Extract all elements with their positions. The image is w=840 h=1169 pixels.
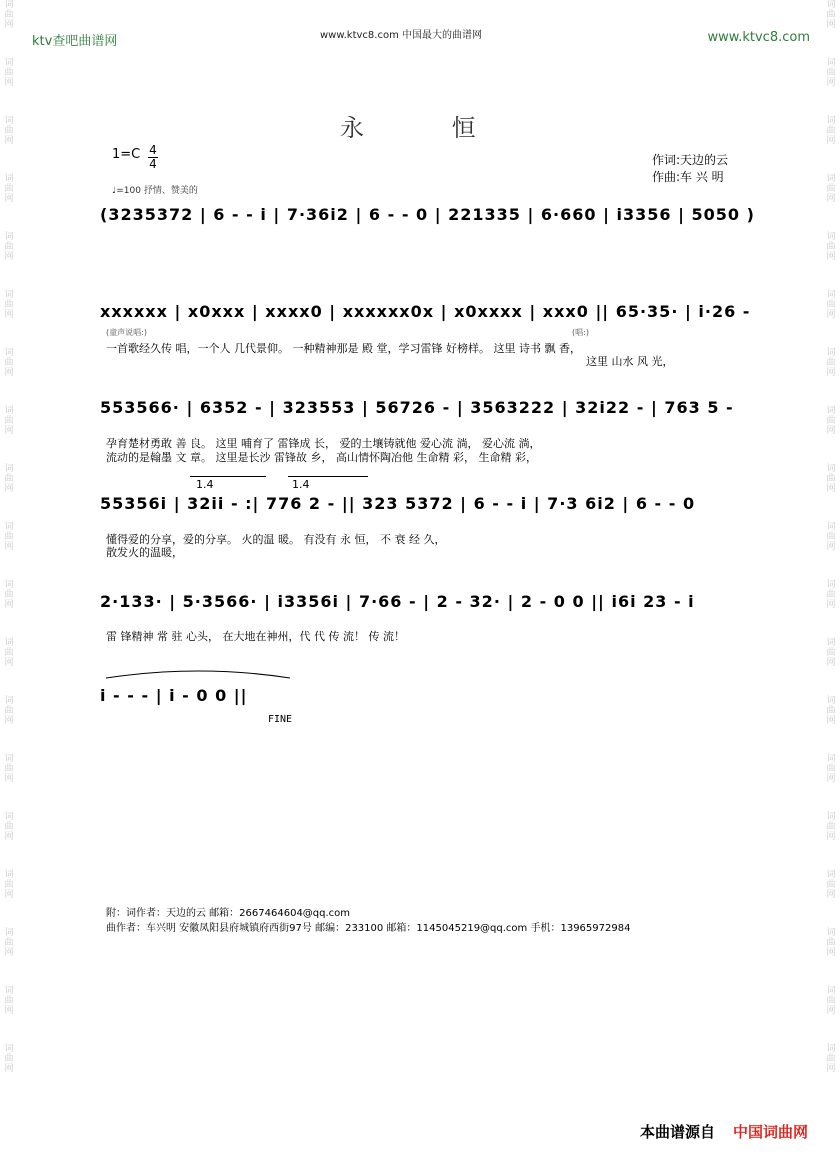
watermark-char: 网 — [4, 948, 14, 958]
watermark-char: 词 — [826, 638, 836, 648]
watermark-char: 词 — [4, 870, 14, 880]
watermark-char: 曲 — [826, 590, 836, 600]
watermark-char: 网 — [4, 890, 14, 900]
watermark-char: 网 — [826, 194, 836, 204]
watermark-char: 曲 — [4, 126, 14, 136]
watermark-gap — [824, 1074, 838, 1102]
watermark-char: 词 — [4, 116, 14, 126]
watermark-char: 网 — [4, 484, 14, 494]
watermark-gap — [2, 668, 16, 696]
watermark-char: 网 — [4, 194, 14, 204]
tempo-marking: ♩=100 抒情、赞美的 — [112, 186, 198, 196]
watermark-char: 曲 — [826, 184, 836, 194]
watermark-char: 网 — [826, 426, 836, 436]
lyricist: 作词:天边的云 — [652, 153, 729, 167]
watermark-char: 曲 — [4, 996, 14, 1006]
watermark-char: 曲 — [826, 126, 836, 136]
watermark-gap — [2, 262, 16, 290]
watermark-char: 词 — [826, 696, 836, 706]
watermark-char: 曲 — [826, 68, 836, 78]
watermark-char: 词 — [4, 174, 14, 184]
watermark-char: 曲 — [4, 416, 14, 426]
watermark-char: 词 — [826, 928, 836, 938]
watermark-gap — [2, 610, 16, 638]
watermark-char: 词 — [4, 638, 14, 648]
watermark-char: 词 — [4, 928, 14, 938]
score-line-3: 553566· | 6352 - | 323553 | 56726 - | 3563222 | 32i22 - | 763 5 - — [100, 398, 734, 417]
watermark-char: 网 — [826, 310, 836, 320]
volta-bracket-2 — [288, 476, 368, 477]
watermark-char: 词 — [4, 1044, 14, 1054]
watermark-char: 词 — [4, 696, 14, 706]
watermark-gap — [2, 900, 16, 928]
watermark-char: 曲 — [4, 300, 14, 310]
watermark-char: 曲 — [4, 822, 14, 832]
watermark-char: 词 — [826, 0, 836, 10]
watermark-char: 网 — [4, 78, 14, 88]
song-title: 永 恒 — [340, 114, 516, 142]
watermark-char: 网 — [4, 658, 14, 668]
watermark-char: 网 — [826, 600, 836, 610]
rap-note: (童声说唱:) — [106, 328, 147, 337]
key-signature — [112, 143, 157, 171]
watermark-char: 曲 — [4, 358, 14, 368]
watermark-char: 词 — [826, 754, 836, 764]
watermark-gap — [2, 436, 16, 464]
watermark-gap — [824, 668, 838, 696]
watermark-gap — [2, 1016, 16, 1044]
watermark-char: 词 — [4, 0, 14, 10]
left-watermark — [2, 0, 16, 1169]
watermark-char: 网 — [4, 368, 14, 378]
watermark-char: 曲 — [826, 1054, 836, 1064]
watermark-char: 网 — [826, 716, 836, 726]
header-center-text: www.ktvc8.com 中国最大的曲谱网 — [320, 30, 483, 41]
watermark-char: 网 — [4, 252, 14, 262]
lyric-line-4a: 懂得爱的分享，爱的分享。 火的温 暖。 有没有 永 恒， 不 衰 经 久， — [106, 533, 446, 546]
sing-note: (唱:) — [572, 328, 589, 337]
watermark-gap — [2, 726, 16, 754]
watermark-gap — [2, 204, 16, 232]
watermark-char: 网 — [4, 542, 14, 552]
source-site-link[interactable]: 中国词曲网 — [732, 1123, 808, 1141]
watermark-char: 曲 — [826, 764, 836, 774]
watermark-gap — [824, 1016, 838, 1044]
score-line-5: 2·133· | 5·3566· | i3356i | 7·66 - | 2 - 32· | 2 - 0 0 || i6i 23 - i — [100, 592, 695, 611]
watermark-char: 曲 — [826, 242, 836, 252]
source-credit — [640, 1121, 808, 1142]
score-line-4: 55356i | 32ii - :| 776 2 - || 323 5372 | 6 - - i | 7·3 6i2 | 6 - - 0 — [100, 494, 696, 513]
watermark-char: 词 — [826, 812, 836, 822]
watermark-gap — [824, 320, 838, 348]
watermark-char: 词 — [4, 812, 14, 822]
watermark-gap — [824, 30, 838, 58]
watermark-char: 曲 — [826, 358, 836, 368]
watermark-char: 网 — [4, 426, 14, 436]
watermark-gap — [824, 88, 838, 116]
watermark-gap — [2, 88, 16, 116]
watermark-char: 曲 — [4, 590, 14, 600]
lyric-line-2a: 一首歌经久传 唱，一个人 几代景仰。 一种精神那是 殿 堂，学习雷锋 好榜样。 这里 诗书 飘 香， — [106, 342, 581, 355]
watermark-char: 网 — [826, 136, 836, 146]
watermark-gap — [824, 262, 838, 290]
watermark-char: 网 — [826, 948, 836, 958]
watermark-char: 词 — [4, 464, 14, 474]
watermark-gap — [824, 610, 838, 638]
watermark-char: 词 — [4, 348, 14, 358]
watermark-char: 曲 — [826, 880, 836, 890]
watermark-char: 词 — [826, 464, 836, 474]
watermark-char: 词 — [826, 290, 836, 300]
watermark-char: 网 — [826, 252, 836, 262]
watermark-gap — [824, 436, 838, 464]
watermark-gap — [824, 726, 838, 754]
watermark-char: 词 — [826, 522, 836, 532]
lyric-line-2b: 这里 山水 风 光， — [586, 355, 674, 368]
watermark-char: 词 — [826, 986, 836, 996]
watermark-char: 词 — [826, 58, 836, 68]
watermark-gap — [824, 552, 838, 580]
credits — [652, 152, 728, 186]
watermark-char: 词 — [4, 754, 14, 764]
watermark-gap — [2, 146, 16, 174]
watermark-char: 曲 — [4, 938, 14, 948]
watermark-char: 词 — [826, 348, 836, 358]
watermark-gap — [2, 378, 16, 406]
watermark-char: 曲 — [4, 474, 14, 484]
watermark-char: 词 — [826, 1044, 836, 1054]
volta-1: 1.4 — [196, 478, 214, 491]
time-bottom: 4 — [149, 157, 157, 171]
watermark-gap — [2, 320, 16, 348]
source-label: 本曲谱源自 — [639, 1123, 715, 1141]
watermark-char: 曲 — [826, 10, 836, 20]
watermark-char: 网 — [4, 600, 14, 610]
watermark-char: 网 — [826, 1006, 836, 1016]
watermark-gap — [824, 958, 838, 986]
volta-2: 1.4 — [292, 478, 310, 491]
watermark-char: 曲 — [4, 880, 14, 890]
watermark-char: 曲 — [4, 648, 14, 658]
lyric-line-3a: 孕育楚材勇敢 善 良。 这里 哺育了 雷锋成 长， 爱的土壤铸就他 爱心流 淌， 爱心流 淌， — [106, 437, 541, 450]
watermark-gap — [824, 900, 838, 928]
watermark-char: 网 — [4, 136, 14, 146]
watermark-char: 网 — [4, 20, 14, 30]
watermark-char: 曲 — [826, 822, 836, 832]
score-line-6: i - - - | i - 0 0 || — [100, 686, 248, 705]
watermark-char: 网 — [826, 78, 836, 88]
watermark-char: 词 — [4, 522, 14, 532]
watermark-gap — [2, 494, 16, 522]
watermark-char: 词 — [826, 116, 836, 126]
footer-lyricist-contact: 附：词作者：天边的云 邮箱：2667464604@qq.com — [106, 908, 351, 919]
watermark-gap — [824, 784, 838, 812]
lyric-line-5: 雷 锋精神 常 驻 心头， 在大地在神州，代 代 传 流！ 传 流！ — [106, 630, 405, 643]
watermark-char: 曲 — [4, 1054, 14, 1064]
watermark-char: 词 — [826, 580, 836, 590]
watermark-char: 曲 — [826, 416, 836, 426]
lyric-line-3b: 流动的是翰墨 文 章。 这里是长沙 雷锋故 乡， 高山情怀陶冶他 生命精 彩， 生命精 彩， — [106, 451, 537, 464]
score-line-1: (3235372 | 6 - - i | 7·36i2 | 6 - - 0 | 221335 | 6·660 | i3356 | 5050 ) — [100, 205, 755, 224]
watermark-char: 网 — [4, 1064, 14, 1074]
watermark-char: 曲 — [4, 242, 14, 252]
watermark-char: 词 — [826, 870, 836, 880]
watermark-char: 网 — [4, 310, 14, 320]
watermark-char: 词 — [4, 290, 14, 300]
score-line-2: xxxxxx | x0xxx | xxxx0 | xxxxxx0x | x0xxxx | xxx0 || 65·35· | i·26 - — [100, 302, 751, 321]
watermark-char: 曲 — [826, 648, 836, 658]
watermark-char: 曲 — [826, 996, 836, 1006]
watermark-char: 网 — [826, 542, 836, 552]
watermark-char: 网 — [826, 20, 836, 30]
watermark-char: 曲 — [826, 706, 836, 716]
header-site-right[interactable]: www.ktvc8.com — [707, 30, 810, 45]
watermark-char: 曲 — [4, 10, 14, 20]
watermark-char: 词 — [826, 232, 836, 242]
watermark-gap — [824, 204, 838, 232]
watermark-char: 曲 — [4, 184, 14, 194]
watermark-char: 曲 — [4, 532, 14, 542]
watermark-char: 词 — [4, 580, 14, 590]
watermark-gap — [824, 494, 838, 522]
watermark-char: 曲 — [826, 300, 836, 310]
key-label: 1=C — [112, 147, 141, 162]
header-site-left[interactable]: ktv查吧曲谱网 — [32, 34, 118, 49]
watermark-char: 网 — [826, 832, 836, 842]
watermark-char: 词 — [4, 406, 14, 416]
composer: 作曲:车 兴 明 — [652, 170, 724, 184]
watermark-gap — [824, 378, 838, 406]
watermark-char: 曲 — [4, 68, 14, 78]
right-watermark — [824, 0, 838, 1169]
watermark-gap — [2, 958, 16, 986]
watermark-char: 曲 — [4, 764, 14, 774]
watermark-char: 曲 — [826, 532, 836, 542]
lyric-line-4b: 散发火的温暖， — [106, 546, 183, 559]
watermark-char: 词 — [4, 986, 14, 996]
watermark-char: 网 — [826, 658, 836, 668]
watermark-gap — [2, 1074, 16, 1102]
watermark-char: 曲 — [826, 474, 836, 484]
watermark-gap — [2, 784, 16, 812]
watermark-char: 网 — [4, 716, 14, 726]
volta-bracket-1 — [190, 476, 266, 477]
time-top: 4 — [149, 143, 157, 157]
watermark-char: 网 — [826, 774, 836, 784]
time-signature — [148, 144, 158, 171]
footer-composer-contact: 曲作者：车兴明 安徽凤阳县府城镇府西街97号 邮编：233100 邮箱：1145045219@qq.com 手机：13965972984 — [106, 923, 631, 934]
watermark-char: 网 — [826, 484, 836, 494]
contact-footer — [106, 906, 630, 936]
watermark-char: 词 — [4, 232, 14, 242]
watermark-gap — [824, 146, 838, 174]
watermark-gap — [2, 842, 16, 870]
watermark-char: 网 — [4, 1006, 14, 1016]
tie-arc — [104, 662, 294, 682]
watermark-char: 网 — [826, 890, 836, 900]
watermark-char: 词 — [4, 58, 14, 68]
watermark-gap — [2, 552, 16, 580]
watermark-gap — [2, 30, 16, 58]
fine-marking: FINE — [268, 714, 293, 725]
watermark-char: 曲 — [826, 938, 836, 948]
watermark-char: 词 — [826, 174, 836, 184]
watermark-char: 网 — [4, 774, 14, 784]
watermark-char: 词 — [826, 406, 836, 416]
watermark-gap — [824, 842, 838, 870]
watermark-char: 网 — [826, 1064, 836, 1074]
watermark-char: 曲 — [4, 706, 14, 716]
watermark-char: 网 — [826, 368, 836, 378]
watermark-char: 网 — [4, 832, 14, 842]
